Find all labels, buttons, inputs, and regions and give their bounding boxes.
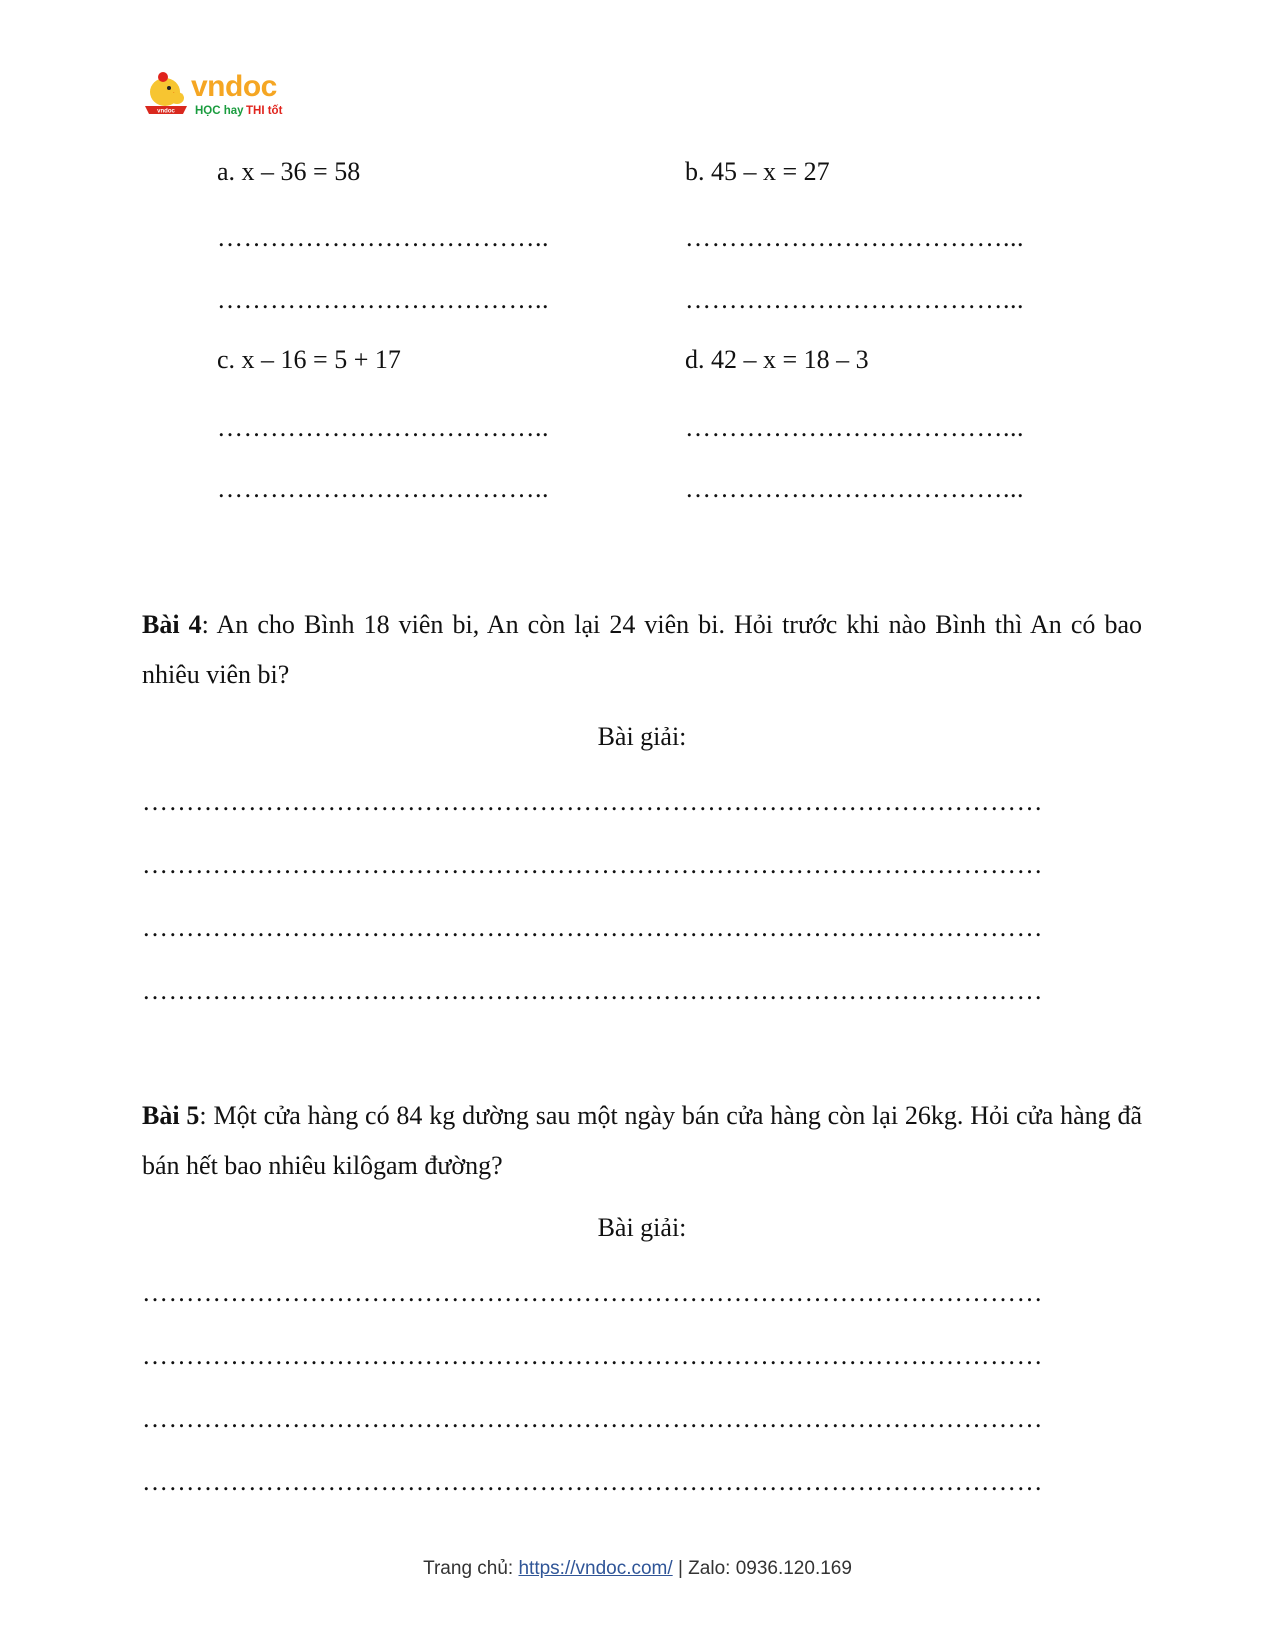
svg-text:vndoc: vndoc <box>157 108 175 115</box>
exercise-4-solution-label: Bài giải: <box>597 722 687 751</box>
answer-line-a-1: ……………………………….. <box>217 228 549 248</box>
tagline-green: HỌC hay <box>195 105 244 117</box>
answer-line-c-1: ……………………………….. <box>217 418 549 438</box>
exercise-4-answer-line-1: ………………………………………………………………………………………… <box>142 792 1043 812</box>
exercise-4-answer-line-4: ………………………………………………………………………………………… <box>142 981 1043 1001</box>
equation-a: a. x – 36 = 58 <box>217 157 361 186</box>
equation-d: d. 42 – x = 18 – 3 <box>685 345 869 374</box>
exercise-5-text: : Một cửa hàng có 84 kg dường sau một ngày bán cửa hàng còn lại 26kg. Hỏi cửa hàng đã bán hết bao nhiêu kilôgam đường? <box>142 1101 1142 1180</box>
exercise-5-solution-label: Bài giải: <box>597 1213 687 1242</box>
exercise-5-answer-line-1: ………………………………………………………………………………………… <box>142 1283 1043 1303</box>
answer-line-a-2: ……………………………….. <box>217 290 549 310</box>
exercise-5-title: Bài 5 <box>142 1101 200 1130</box>
exercise-4-title: Bài 4 <box>142 610 202 639</box>
exercise-4-text: : An cho Bình 18 viên bi, An còn lại 24 viên bi. Hỏi trước khi nào Bình thì An có bao nhiêu viên bi? <box>142 610 1142 689</box>
exercise-5-question <box>142 1091 1142 1191</box>
answer-line-d-2: ………………………………... <box>685 479 1024 499</box>
footer-zalo: Zalo: 0936.120.169 <box>688 1558 852 1579</box>
footer-home-label: Trang chủ: <box>423 1558 519 1579</box>
footer-home-link[interactable]: https://vndoc.com/ <box>518 1558 673 1579</box>
exercise-5-answer-line-4: ………………………………………………………………………………………… <box>142 1472 1043 1492</box>
equation-c: c. x – 16 = 5 + 17 <box>217 345 401 374</box>
answer-line-c-2: ……………………………….. <box>217 479 549 499</box>
brand-name: vndoc <box>191 70 277 103</box>
answer-line-b-1: ………………………………... <box>685 228 1024 248</box>
exercise-5-answer-line-2: ………………………………………………………………………………………… <box>142 1346 1043 1366</box>
page-footer <box>0 1558 1275 1580</box>
exercise-4-answer-line-3: ………………………………………………………………………………………… <box>142 918 1043 938</box>
tagline-red: THI tốt <box>246 105 283 117</box>
answer-line-d-1: ………………………………... <box>685 418 1024 438</box>
footer-separator: | <box>672 1558 689 1579</box>
equation-b: b. 45 – x = 27 <box>685 157 830 186</box>
exercise-4-question <box>142 600 1142 700</box>
chicken-mascot-icon <box>143 68 303 124</box>
answer-line-b-2: ………………………………... <box>685 290 1024 310</box>
vndoc-logo <box>143 68 303 124</box>
exercise-4-answer-line-2: ………………………………………………………………………………………… <box>142 855 1043 875</box>
exercise-5-answer-line-3: ………………………………………………………………………………………… <box>142 1409 1043 1429</box>
